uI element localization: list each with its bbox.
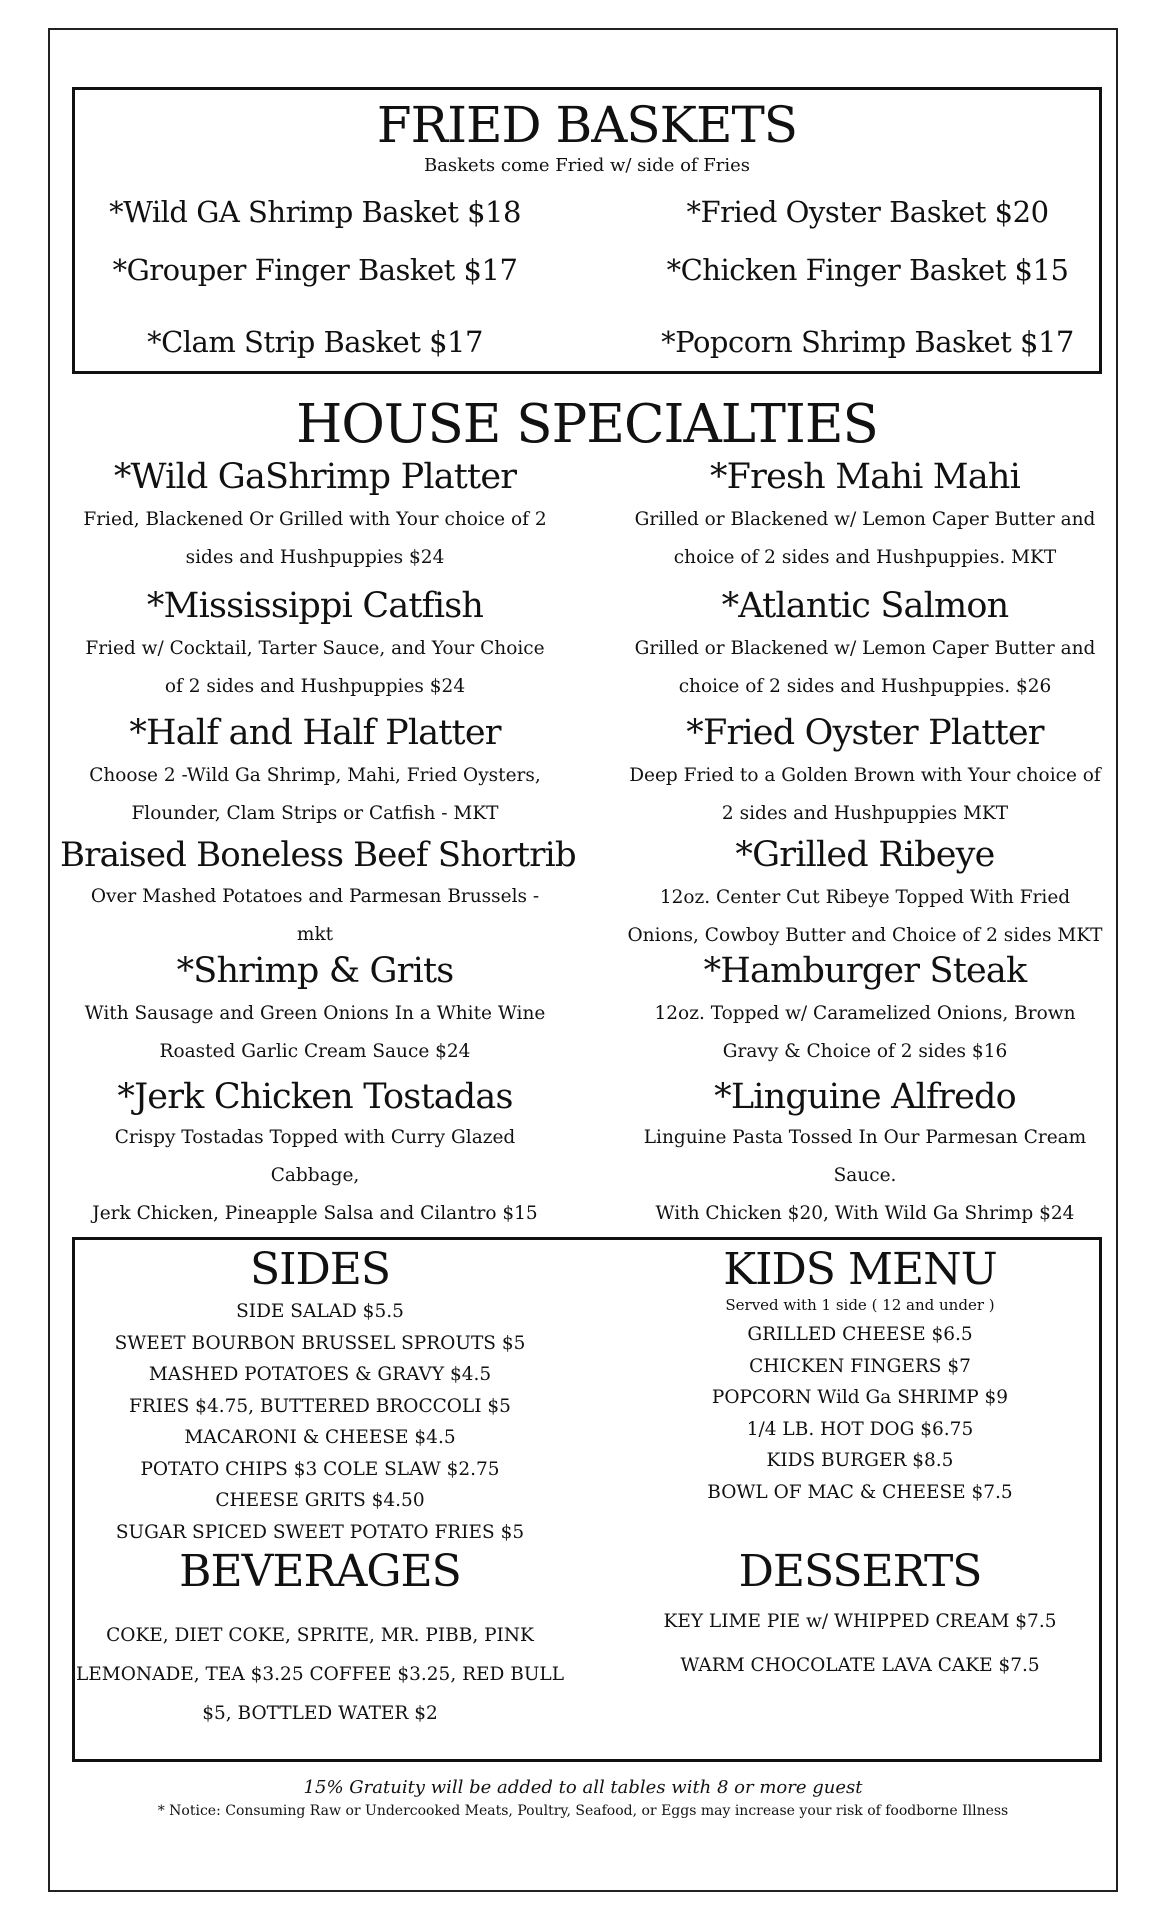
specialty-item bbox=[70, 457, 560, 577]
basket-item: *Chicken Finger Basket $15 bbox=[666, 253, 1069, 287]
beverages-line: LEMONADE, TEA $3.25 COFFEE $3.25, RED BULL bbox=[76, 1664, 564, 1685]
specialty-description: sides and Hushpuppies $24 bbox=[185, 547, 445, 568]
specialty-description: Fried w/ Cocktail, Tarter Sauce, and Your Choice bbox=[85, 638, 545, 659]
specialty-item bbox=[625, 586, 1105, 706]
dessert-item: KEY LIME PIE w/ WHIPPED CREAM $7.5 bbox=[663, 1611, 1057, 1632]
specialty-name: *Fresh Mahi Mahi bbox=[709, 457, 1021, 497]
beverages-line: $5, BOTTLED WATER $2 bbox=[202, 1703, 438, 1724]
specialty-name: *Shrimp & Grits bbox=[176, 951, 454, 991]
kids-menu-title: KIDS MENU bbox=[723, 1244, 997, 1295]
specialty-name: *Hamburger Steak bbox=[703, 951, 1027, 991]
side-item: MACARONI & CHEESE $4.5 bbox=[184, 1427, 456, 1448]
kids-item: KIDS BURGER $8.5 bbox=[766, 1450, 954, 1471]
specialty-description: Deep Fried to a Golden Brown with Your choice of bbox=[629, 765, 1101, 786]
specialty-description: of 2 sides and Hushpuppies $24 bbox=[164, 676, 466, 697]
side-item: SUGAR SPICED SWEET POTATO FRIES $5 bbox=[115, 1521, 525, 1543]
specialty-item bbox=[70, 586, 560, 706]
specialty-item bbox=[60, 835, 576, 954]
side-item: CHEESE GRITS $4.50 bbox=[215, 1490, 425, 1511]
specialty-description: Over Mashed Potatoes and Parmesan Brussels - bbox=[90, 886, 540, 907]
specialty-description: Jerk Chicken, Pineapple Salsa and Cilantro $15 bbox=[92, 1203, 538, 1224]
specialty-item bbox=[625, 457, 1105, 577]
basket-item: *Clam Strip Basket $17 bbox=[147, 325, 483, 359]
specialty-name: *Atlantic Salmon bbox=[721, 586, 1009, 626]
specialty-description: choice of 2 sides and Hushpuppies. MKT bbox=[673, 547, 1057, 568]
specialty-description: 12oz. Center Cut Ribeye Topped With Fried bbox=[659, 887, 1071, 908]
side-item: MASHED POTATOES & GRAVY $4.5 bbox=[148, 1364, 492, 1385]
basket-item: *Fried Oyster Basket $20 bbox=[686, 195, 1049, 229]
basket-item: *Wild GA Shrimp Basket $18 bbox=[109, 195, 521, 229]
specialty-item bbox=[625, 1077, 1105, 1233]
specialty-name: *Grilled Ribeye bbox=[735, 835, 995, 875]
sides-title: SIDES bbox=[249, 1244, 391, 1295]
dessert-item: WARM CHOCOLATE LAVA CAKE $7.5 bbox=[680, 1655, 1040, 1676]
specialty-name: *Jerk Chicken Tostadas bbox=[117, 1077, 513, 1117]
kids-item: BOWL OF MAC & CHEESE $7.5 bbox=[707, 1481, 1013, 1503]
kids-item: 1/4 LB. HOT DOG $6.75 bbox=[746, 1418, 974, 1440]
specialty-item bbox=[70, 713, 560, 833]
specialty-description: Crispy Tostadas Topped with Curry Glazed Cabbage, bbox=[114, 1127, 516, 1186]
specialty-name: *Wild GaShrimp Platter bbox=[113, 457, 517, 497]
basket-item: *Grouper Finger Basket $17 bbox=[112, 253, 518, 287]
specialty-description: Gravy & Choice of 2 sides $16 bbox=[722, 1041, 1008, 1062]
kids-menu-section bbox=[620, 1244, 1100, 1508]
specialty-description: Linguine Pasta Tossed In Our Parmesan Cream Sauce. bbox=[643, 1127, 1087, 1186]
specialty-item bbox=[625, 713, 1105, 833]
side-item: POTATO CHIPS $3 COLE SLAW $2.75 bbox=[140, 1458, 500, 1480]
kids-item: GRILLED CHEESE $6.5 bbox=[747, 1324, 973, 1345]
specialty-item bbox=[70, 951, 560, 1071]
beverages-line: COKE, DIET COKE, SPRITE, MR. PIBB, PINK bbox=[106, 1625, 534, 1646]
specialty-description: 12oz. Topped w/ Caramelized Onions, Brown bbox=[654, 1003, 1076, 1024]
house-specialties-title: HOUSE SPECIALTIES bbox=[296, 394, 878, 455]
specialty-description: With Chicken $20, With Wild Ga Shrimp $24 bbox=[655, 1203, 1075, 1224]
specialty-description: Fried, Blackened Or Grilled with Your choice of 2 bbox=[83, 509, 547, 530]
specialty-name: *Linguine Alfredo bbox=[714, 1077, 1016, 1117]
side-item: FRIES $4.75, BUTTERED BROCCOLI $5 bbox=[129, 1395, 511, 1417]
specialty-name: *Half and Half Platter bbox=[129, 713, 501, 753]
foodborne-notice: * Notice: Consuming Raw or Undercooked Meats, Poultry, Seafood, or Eggs may increase your risk of foodborne Illness bbox=[157, 1803, 1009, 1819]
specialty-description: Grilled or Blackened w/ Lemon Caper Butter and bbox=[634, 509, 1096, 530]
side-item: SWEET BOURBON BRUSSEL SPROUTS $5 bbox=[114, 1332, 526, 1354]
specialty-description: Choose 2 -Wild Ga Shrimp, Mahi, Fried Oysters, bbox=[89, 765, 541, 786]
specialty-description: 2 sides and Hushpuppies MKT bbox=[721, 803, 1009, 824]
desserts-title: DESSERTS bbox=[738, 1546, 982, 1597]
specialty-description: Grilled or Blackened w/ Lemon Caper Butter and bbox=[634, 638, 1096, 659]
kids-item: POPCORN Wild Ga SHRIMP $9 bbox=[711, 1387, 1009, 1408]
side-item: SIDE SALAD $5.5 bbox=[236, 1301, 404, 1322]
specialty-item bbox=[70, 1077, 560, 1233]
kids-item: CHICKEN FINGERS $7 bbox=[749, 1355, 971, 1377]
fried-baskets-note: Baskets come Fried w/ side of Fries bbox=[423, 155, 751, 176]
specialty-description: choice of 2 sides and Hushpuppies. $26 bbox=[678, 676, 1052, 697]
specialty-name: *Fried Oyster Platter bbox=[686, 713, 1044, 753]
desserts-section bbox=[620, 1546, 1100, 1688]
sides-section bbox=[75, 1244, 565, 1548]
specialty-item bbox=[625, 835, 1105, 955]
kids-menu-note: Served with 1 side ( 12 and under ) bbox=[725, 1296, 995, 1314]
beverages-title: BEVERAGES bbox=[179, 1546, 461, 1597]
gratuity-note: 15% Gratuity will be added to all tables with 8 or more guest bbox=[303, 1777, 863, 1798]
specialty-item bbox=[625, 951, 1105, 1071]
basket-item: *Popcorn Shrimp Basket $17 bbox=[661, 325, 1074, 359]
beverages-section bbox=[75, 1546, 565, 1733]
specialty-description: Flounder, Clam Strips or Catfish - MKT bbox=[131, 803, 499, 824]
fried-baskets-title: FRIED BASKETS bbox=[376, 96, 798, 154]
specialty-description: Roasted Garlic Cream Sauce $24 bbox=[159, 1041, 471, 1062]
specialty-description: With Sausage and Green Onions In a White Wine bbox=[84, 1003, 546, 1024]
specialty-name: *Mississippi Catfish bbox=[146, 586, 484, 626]
specialty-name: Braised Boneless Beef Shortrib bbox=[60, 835, 576, 875]
specialty-description: mkt bbox=[296, 924, 334, 945]
specialty-description: Onions, Cowboy Butter and Choice of 2 sides MKT bbox=[627, 925, 1103, 946]
